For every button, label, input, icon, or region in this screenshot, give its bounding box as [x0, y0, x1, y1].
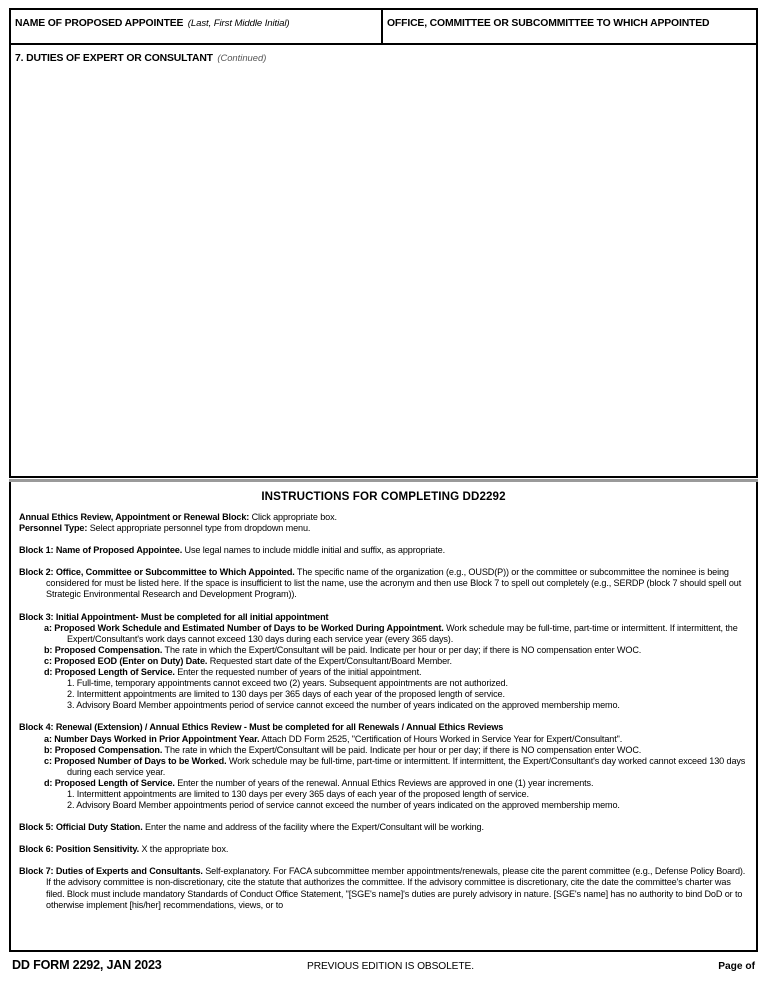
form-continuation-section [9, 8, 758, 478]
instruction-block-7 [19, 866, 748, 910]
block-6-main: Block 6: Position Sensitivity. X the appropriate box. [19, 844, 229, 855]
instructions-intro [19, 512, 748, 534]
page-number-label: Page of [718, 961, 755, 972]
page-footer [9, 958, 758, 978]
intro-line-2-label: Personnel Type: [19, 523, 88, 534]
block-3-sub-3-label: c: Proposed EOD (Enter on Duty) Date. [44, 655, 208, 666]
office-committee-cell[interactable] [383, 10, 756, 43]
block-5-main: Block 5: Official Duty Station. Enter the name and address of the facility where the Expert/Consultant will be working. [19, 822, 484, 833]
instructions-body [19, 512, 748, 911]
block-7-main-label: Block 7: Duties of Experts and Consultants. [19, 866, 203, 877]
block-3-sub-4: d: Proposed Length of Service. Enter the requested number of years of the initial appointment. [44, 667, 422, 678]
block-4-sub-5: 1. Intermittent appointments are limited to 130 days per every 365 days of each year of the proposed length of service. [67, 788, 529, 799]
block-3-main [19, 612, 748, 623]
block-4-main-label: Block 4: Renewal (Extension) / Annual Ethics Review - Must be completed for all Renewals / Annual Ethics Reviews [19, 722, 504, 733]
instruction-block-4 [19, 722, 748, 811]
duties-of-expert-label: 7. DUTIES OF EXPERT OR CONSULTANT [15, 53, 213, 64]
block-4-sub-2-label: b: Proposed Compensation. [44, 744, 163, 755]
block-3-sub-1-label: a: Proposed Work Schedule and Estimated Number of Days to be Worked During Appointment. [44, 622, 444, 633]
duties-of-expert-section [11, 45, 756, 476]
block-1-main-label: Block 1: Name of Proposed Appointee. [19, 545, 183, 556]
block-4-sub-4-label: d: Proposed Length of Service. [44, 777, 175, 788]
block-3-sub-1: a: Proposed Work Schedule and Estimated Number of Days to be Worked During Appointment. Work schedule may be full-time, part-time or intermittent. If intermittent, the Expert/Consultant's work days cannot exceed 130 days during each service year (every 365 days). [44, 622, 738, 644]
block-7-main: Block 7: Duties of Experts and Consultants. Self-explanatory. For FACA subcommittee member appointments/renewals, please cite the parent committee (e.g., Defense Policy Board). If the advisory committee is non-discretionary, cite the statute that authorizes the committee. If the advisory committee is discretionary, cite the date the committee's charter was filed. Block must include mandatory Standards of Conduct Office Statement, "[SGE's name]'s duties are purely advisory in nature. [SGE's name] has no authority to bind DoD or to otherwise implement [his/her] recommendations, views, or to [19, 866, 746, 910]
block-3-sub-3: c: Proposed EOD (Enter on Duty) Date. Requested start date of the Expert/Consultant/Board Member. [44, 655, 452, 666]
block-2-main-label: Block 2: Office, Committee or Subcommittee to Which Appointed. [19, 567, 295, 578]
block-4-sub-6: 2. Advisory Board Member appointments period of service cannot exceed the number of years indicated on the approved membership memo. [67, 800, 620, 811]
block-4-sub-4: d: Proposed Length of Service. Enter the number of years of the renewal. Annual Ethics Reviews are approved in one (1) year increments. [44, 777, 594, 788]
block-4-sub-1-label: a: Number Days Worked in Prior Appointment Year. [44, 733, 260, 744]
previous-edition-note: PREVIOUS EDITION IS OBSOLETE. [307, 961, 474, 972]
appointee-header-row [11, 10, 756, 45]
name-of-proposed-appointee-cell[interactable] [11, 10, 383, 43]
name-of-proposed-appointee-label: NAME OF PROPOSED APPOINTEE [15, 18, 184, 29]
block-3-sub-2-label: b: Proposed Compensation. [44, 644, 163, 655]
block-5-main-label: Block 5: Official Duty Station. [19, 822, 143, 833]
instruction-block-2 [19, 567, 748, 600]
duties-of-expert-textarea[interactable] [15, 66, 752, 476]
block-4-sub-3-label: c: Proposed Number of Days to be Worked. [44, 755, 227, 766]
block-6-main-label: Block 6: Position Sensitivity. [19, 844, 140, 855]
instructions-section [9, 482, 758, 952]
block-3-sub-2: b: Proposed Compensation. The rate in which the Expert/Consultant will be paid. Indicate per hour or per day; if there is NO compensation enter WOC. [44, 644, 642, 655]
block-4-sub-3: c: Proposed Number of Days to be Worked. Work schedule may be full-time, part-time or intermittent. If intermittent, the Expert/Consultant's day worked cannot exceed 130 days during each service year. [44, 755, 746, 777]
intro-line-2: Personnel Type: Select appropriate personnel type from dropdown menu. [19, 523, 311, 534]
block-2-main: Block 2: Office, Committee or Subcommittee to Which Appointed. The specific name of the organization (e.g., OUSD(P)) or the committee or subcommittee the nominee is being considered for must be listed here. If the space is insufficient to list the name, use the acronym and then use Block 7 to spell out completely (e.g., SERDP (block 7 should spell out Strategic Environmental Research and Development Program)). [19, 567, 742, 600]
instruction-block-3 [19, 612, 748, 712]
instruction-block-6 [19, 844, 748, 855]
form-identifier: DD FORM 2292, JAN 2023 [12, 958, 162, 972]
block-3-sub-6: 2. Intermittent appointments are limited to 130 days per 365 days of each year of the proposed length of service. [67, 689, 505, 700]
duties-continued-marker: (Continued) [217, 52, 267, 63]
block-1-main: Block 1: Name of Proposed Appointee. Use legal names to include middle initial and suffix, as appropriate. [19, 545, 445, 556]
block-3-sub-7: 3. Advisory Board Member appointments period of service cannot exceed the number of years indicated on the approved membership memo. [67, 700, 620, 711]
block-4-sub-1: a: Number Days Worked in Prior Appointment Year. Attach DD Form 2525, "Certification of Hours Worked in Service Year for Expert/Consultant". [44, 733, 623, 744]
instruction-block-1 [19, 545, 748, 556]
instruction-block-5 [19, 822, 748, 833]
block-3-sub-4-label: d: Proposed Length of Service. [44, 667, 175, 678]
block-4-sub-2: b: Proposed Compensation. The rate in which the Expert/Consultant will be paid. Indicate per hour or per day; if there is NO compensation enter WOC. [44, 744, 642, 755]
block-3-sub-5: 1. Full-time, temporary appointments cannot exceed two (2) years. Subsequent appointments are not authorized. [67, 678, 508, 689]
block-4-main [19, 722, 748, 733]
instructions-title: INSTRUCTIONS FOR COMPLETING DD2292 [261, 490, 506, 503]
intro-line-1-label: Annual Ethics Review, Appointment or Renewal Block: [19, 512, 250, 522]
office-committee-label: OFFICE, COMMITTEE OR SUBCOMMITTEE TO WHICH APPOINTED [387, 18, 710, 29]
intro-line-1: Annual Ethics Review, Appointment or Renewal Block: Click appropriate box. [19, 512, 337, 522]
name-of-proposed-appointee-hint: (Last, First Middle Initial) [187, 18, 290, 29]
block-3-main-label: Block 3: Initial Appointment- Must be completed for all initial appointment [19, 611, 329, 622]
